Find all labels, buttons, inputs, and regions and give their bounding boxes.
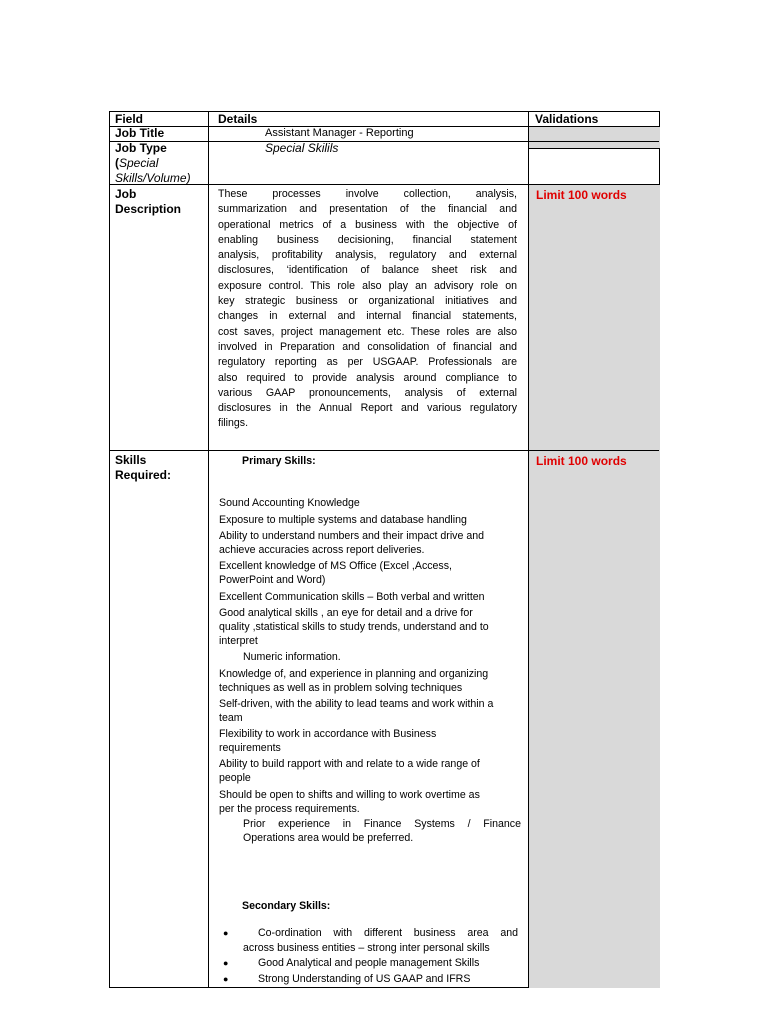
desc-line: cost saves, project management etc. These roles are also [218, 325, 517, 338]
primary-skills-heading: Primary Skills: [242, 455, 316, 467]
primary-skill-line: Operations area would be preferred. [243, 832, 414, 844]
job-description-validation: Limit 100 words [536, 188, 627, 202]
desc-line: enabling business decisioning, financial statement [218, 233, 517, 246]
skills-label-line2: Required: [115, 468, 172, 482]
secondary-skill-line: Strong Understanding of US GAAP and IFRS [258, 973, 471, 985]
primary-skill-line: per the process requirements. [219, 803, 360, 815]
primary-skill-line: Numeric information. [243, 651, 341, 663]
primary-skill-line: techniques as well as in problem solving techniques [219, 682, 463, 694]
secondary-skill-line: Co-ordination with different business area and [258, 927, 518, 939]
primary-skill-line: Knowledge of, and experience in planning and organizing [219, 668, 489, 680]
skills-label-line1: Skills [115, 453, 147, 467]
row-divider-type [110, 184, 659, 185]
primary-skill-line: interpret [219, 635, 258, 647]
job-description-label-line2: Description [115, 202, 182, 216]
row-divider-title [110, 141, 659, 142]
primary-skill-line: Flexibility to work in accordance with Business [219, 728, 437, 740]
column-divider-1 [208, 112, 209, 987]
desc-line: key strategic business or organizational initiatives and [218, 295, 517, 308]
primary-skill-line: Ability to build rapport with and relate to a wide range of [219, 758, 480, 770]
primary-skill-line: quality ,statistical skills to study trends, understand and to [219, 621, 489, 633]
job-title-value: Assistant Manager - Reporting [265, 127, 414, 139]
primary-skill-line: Excellent knowledge of MS Office (Excel ,Access, [219, 560, 452, 572]
column-divider-2 [528, 112, 529, 987]
job-title-label: Job Title [115, 126, 165, 140]
job-type-label: Job Type [115, 141, 167, 155]
header-validations: Validations [535, 112, 599, 126]
desc-line: summarization and presentation of the financial and [218, 203, 517, 216]
desc-line: regulatory reporting as per USGAAP. Professionals are [218, 356, 517, 369]
primary-skill-line: requirements [219, 742, 281, 754]
desc-line: changes in external and internal financial statements, [218, 310, 517, 323]
row-divider-type-top [529, 148, 659, 149]
primary-skill-line: Prior experience in Finance Systems / Finance [243, 818, 521, 830]
secondary-skill-line: Good Analytical and people management Skills [258, 957, 480, 969]
primary-skill-line: Ability to understand numbers and their impact drive and [219, 530, 484, 542]
desc-line: various GAAP pronouncements, analysis of external [218, 386, 517, 399]
primary-skill-line: PowerPoint and Word) [219, 574, 326, 586]
desc-line: filings. [218, 417, 249, 430]
primary-skill-line: team [219, 712, 243, 724]
desc-line: analysis, profitability analysis, regulatory and external [218, 249, 517, 262]
job-description-label-line1: Job [115, 187, 137, 201]
header-field: Field [115, 112, 144, 126]
primary-skill-line: people [219, 772, 251, 784]
validations-shading-header [529, 127, 660, 148]
primary-skill-line: Exposure to multiple systems and database handling [219, 514, 467, 526]
primary-skill-line: Should be open to shifts and willing to work overtime as [219, 789, 480, 801]
desc-line: These processes involve collection, analysis, [218, 188, 517, 200]
secondary-skill-line: across business entities – strong inter personal skills [243, 942, 490, 954]
job-description-text [218, 187, 517, 432]
secondary-skills-heading: Secondary Skills: [242, 900, 331, 912]
job-type-value: Special Skilils [265, 141, 339, 155]
primary-skill-line: Sound Accounting Knowledge [219, 497, 360, 509]
desc-line: disclosures in the Annual Report and various regulatory [218, 402, 517, 415]
desc-line: disclosures, ‘identification of balance sheet risk and [218, 264, 517, 277]
row-divider-description [110, 450, 659, 451]
primary-skill-line: Good analytical skills , an eye for detail and a drive for [219, 607, 473, 619]
header-details: Details [218, 112, 258, 126]
primary-skill-line: Self-driven, with the ability to lead teams and work within a [219, 698, 494, 710]
desc-line: exposure control. This role also play an advisory role on [218, 279, 517, 292]
validations-shading-body [529, 185, 660, 988]
job-type-subtitle-line2: Skills/Volume) [115, 171, 191, 185]
primary-skill-line: achieve accuracies across report deliveries. [219, 544, 425, 556]
desc-line: involved in Preparation and consolidation of financial and [218, 340, 517, 353]
job-type-subtitle-line1: (Special [115, 156, 159, 170]
desc-line: operational metrics of a business with the objective of [218, 218, 517, 231]
bullet-icon: ● [223, 958, 229, 968]
bullet-icon: ● [223, 928, 229, 938]
skills-validation: Limit 100 words [536, 454, 627, 468]
desc-line: also required to provide analysis around compliance to [218, 371, 517, 384]
primary-skill-line: Excellent Communication skills – Both verbal and written [219, 591, 485, 603]
bullet-icon: ● [223, 974, 229, 984]
